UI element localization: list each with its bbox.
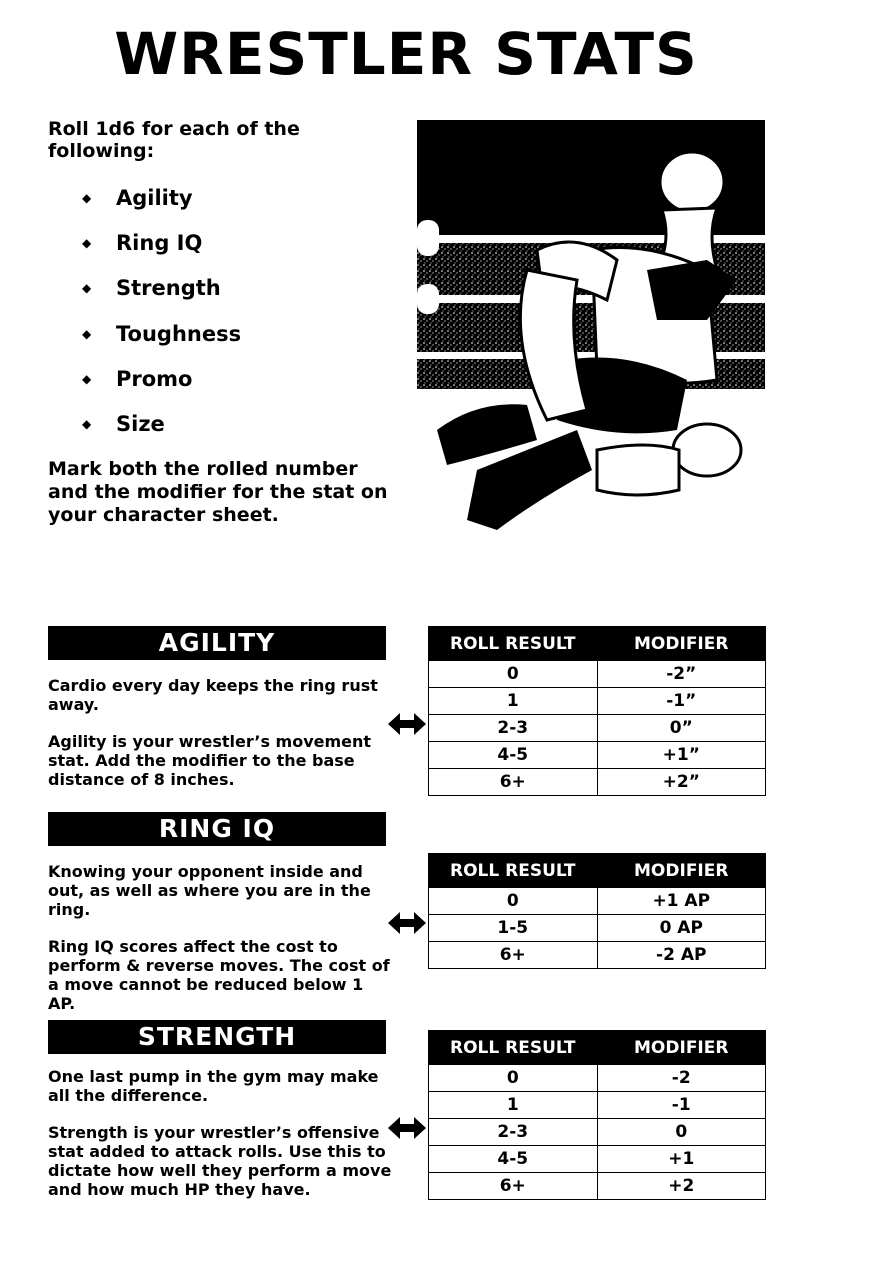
roll-cell: 0 xyxy=(429,888,598,915)
bullet-icon: ◆ xyxy=(82,236,92,251)
bullet-icon: ◆ xyxy=(82,281,92,296)
roll-cell: 1 xyxy=(429,1092,598,1119)
modifier-cell: -2 AP xyxy=(597,942,766,969)
bullet-icon: ◆ xyxy=(82,326,92,341)
table-row xyxy=(429,942,766,969)
roll-cell: 6+ xyxy=(429,1173,598,1200)
table-row xyxy=(429,1173,766,1200)
modifier-cell: +2 xyxy=(597,1173,766,1200)
strength-table xyxy=(428,1030,766,1200)
modifier-cell: -2” xyxy=(597,661,766,688)
modifier-cell: +1 xyxy=(597,1146,766,1173)
section-text-strength xyxy=(48,1067,393,1217)
table-row xyxy=(429,1065,766,1092)
roll-cell: 1-5 xyxy=(429,915,598,942)
list-item-label: Size xyxy=(116,411,165,436)
table-row xyxy=(429,769,766,796)
table-row xyxy=(429,888,766,915)
list-item-label: Ring IQ xyxy=(116,231,203,256)
double-arrow-icon xyxy=(388,713,426,735)
roll-cell: 0 xyxy=(429,1065,598,1092)
section-paragraph: Ring IQ scores affect the cost to perform & reverse moves. The cost of a move cannot be reduced below 1 AP. xyxy=(48,937,390,1013)
list-item xyxy=(82,274,241,319)
double-arrow-icon xyxy=(388,912,426,934)
roll-cell: 1 xyxy=(429,688,598,715)
column-header-modifier: MODIFIER xyxy=(597,627,766,661)
list-item-label: Promo xyxy=(116,366,193,391)
stat-list xyxy=(82,184,241,455)
section-paragraph: Strength is your wrestler’s offensive stat added to attack rolls. Use this to dictate how well they perform a move and how much HP they have. xyxy=(48,1123,392,1199)
list-item xyxy=(82,320,241,365)
modifier-cell: 0 AP xyxy=(597,915,766,942)
list-item xyxy=(82,410,241,455)
section-header-ring-iq: RING IQ xyxy=(48,812,386,846)
bullet-icon: ◆ xyxy=(82,416,92,431)
table-row xyxy=(429,661,766,688)
section-paragraph: Knowing your opponent inside and out, as well as where you are in the ring. xyxy=(48,862,371,919)
intro-text: Roll 1d6 for each of the following: xyxy=(48,118,300,162)
modifier-cell: -1 xyxy=(597,1092,766,1119)
modifier-cell: -1” xyxy=(597,688,766,715)
roll-cell: 0 xyxy=(429,661,598,688)
section-paragraph: Agility is your wrestler’s movement stat. Add the modifier to the base distance of 8 inches. xyxy=(48,732,372,789)
double-arrow-icon xyxy=(388,1117,426,1139)
list-item-label: Strength xyxy=(116,276,221,301)
table-row xyxy=(429,742,766,769)
table-row xyxy=(429,915,766,942)
column-header-modifier: MODIFIER xyxy=(597,1031,766,1065)
table-row xyxy=(429,1146,766,1173)
bullet-icon: ◆ xyxy=(82,371,92,386)
ring-iq-table xyxy=(428,853,766,969)
modifier-cell: 0” xyxy=(597,715,766,742)
modifier-cell: +1” xyxy=(597,742,766,769)
roll-cell: 6+ xyxy=(429,769,598,796)
bullet-icon: ◆ xyxy=(82,191,92,205)
list-item xyxy=(82,184,241,229)
list-item xyxy=(82,229,241,274)
wrestlers-illustration xyxy=(417,120,765,536)
table-row xyxy=(429,1092,766,1119)
modifier-cell: 0 xyxy=(597,1119,766,1146)
list-item xyxy=(82,365,241,410)
modifier-cell: +2” xyxy=(597,769,766,796)
modifier-cell: -2 xyxy=(597,1065,766,1092)
roll-cell: 2-3 xyxy=(429,715,598,742)
list-item-label: Toughness xyxy=(116,321,242,346)
section-header-agility: AGILITY xyxy=(48,626,386,660)
agility-table xyxy=(428,626,766,796)
table-row xyxy=(429,1119,766,1146)
list-item-label: Agility xyxy=(116,186,193,210)
roll-cell: 4-5 xyxy=(429,1146,598,1173)
page-title: WRESTLER STATS xyxy=(114,20,698,88)
section-paragraph: Cardio every day keeps the ring rust away. xyxy=(48,676,378,714)
column-header-modifier: MODIFIER xyxy=(597,854,766,888)
roll-cell: 4-5 xyxy=(429,742,598,769)
section-header-strength: STRENGTH xyxy=(48,1020,386,1054)
section-text-ring-iq xyxy=(48,862,393,1031)
column-header-roll: ROLL RESULT xyxy=(429,627,598,661)
mark-note: Mark both the rolled number and the modifier for the stat on your character sheet. xyxy=(48,458,388,526)
table-row xyxy=(429,715,766,742)
section-paragraph: One last pump in the gym may make all the difference. xyxy=(48,1067,379,1105)
column-header-roll: ROLL RESULT xyxy=(429,1031,598,1065)
table-row xyxy=(429,688,766,715)
roll-cell: 6+ xyxy=(429,942,598,969)
section-text-agility xyxy=(48,676,393,807)
modifier-cell: +1 AP xyxy=(597,888,766,915)
roll-cell: 2-3 xyxy=(429,1119,598,1146)
column-header-roll: ROLL RESULT xyxy=(429,854,598,888)
